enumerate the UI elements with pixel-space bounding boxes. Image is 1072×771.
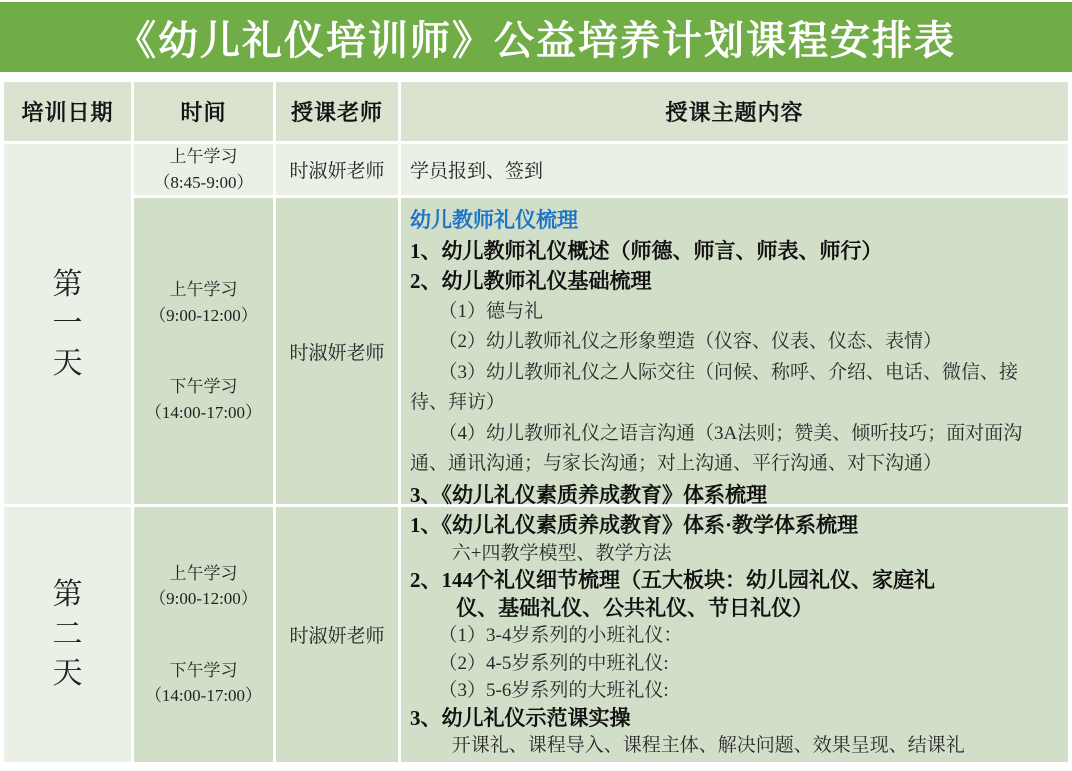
content-line: 开课礼、课程导入、课程主体、解决问题、效果呈现、结课礼 [451,735,965,756]
content-line: 2、幼儿教师礼仪基础梳理 [410,269,652,293]
time-range: （14:00-17:00） [144,686,263,705]
schedule-table [0,82,1072,762]
content-line: （2）4-5岁系列的中班礼仪: [438,652,669,674]
day1-session1-teacher-cell: 时淑妍老师 [276,144,398,195]
day2-content-cell [401,507,1068,762]
day2-label: 第二天 [52,578,83,691]
content-line: 仪、基础礼仪、公共礼仪、节日礼仪） [456,595,814,620]
content-line: 3、幼儿礼仪示范课实操 [410,705,631,730]
day1-session2-time-cell [134,198,273,504]
content-line: 幼儿教师礼仪梳理 [410,208,578,232]
content-line: （1）3-4岁系列的小班礼仪： [438,625,683,646]
time-range: （9:00-12:00） [149,589,258,608]
content-line: 3、《幼儿礼仪素质养成教育》体系梳理 [410,482,767,507]
day1-session1-time-cell [134,144,273,195]
day2-date-cell [4,507,131,762]
header-cell-training-date: 培训日期 [4,82,131,141]
content-line: （1）德与礼 [438,300,544,322]
content-line: 1、《幼儿礼仪素质养成教育》体系·教学体系梳理 [410,513,859,537]
day1-session1-content-cell: 学员报到、签到 [401,144,1068,195]
time-label: 上午学习 [169,280,238,299]
header-cell-teacher: 授课老师 [276,82,398,141]
content-line: （3）幼儿教师礼仪之人际交往（问候、称呼、介绍、电话、微信、接待、拜访） [410,361,1019,413]
content-line: （3）5-6岁系列的大班礼仪: [438,680,669,701]
day2-time-cell [134,507,273,762]
header-cell-time: 时间 [134,82,273,141]
day1-date-cell [4,144,131,504]
time-label: 上午学习 [169,147,238,166]
day2-teacher-cell: 时淑妍老师 [276,507,398,762]
day1-session2-content-cell [401,198,1068,507]
page-title: 《幼儿礼仪培训师》公益培养计划课程安排表 [0,2,1072,72]
content-line: 2、144个礼仪细节梳理（五大板块：幼儿园礼仪、家庭礼 [410,568,935,592]
content-line: 六+四教学模型、教学方法 [451,542,672,564]
time-label: 下午学习 [169,377,238,396]
day1-session2-teacher-cell: 时淑妍老师 [276,198,398,504]
content-line: （4）幼儿教师礼仪之语言沟通（3A法则；赞美、倾听技巧；面对面沟通、通讯沟通；与家长沟通；对上沟通、平行沟通、对下沟通） [410,422,1023,474]
time-label: 下午学习 [169,660,238,680]
day1-label: 第一天 [52,267,83,380]
time-range: （9:00-12:00） [149,305,258,325]
time-range: （14:00-17:00） [144,402,263,422]
time-range: （8:45-9:00） [153,172,254,192]
content-line: （2）幼儿教师礼仪之形象塑造（仪容、仪表、仪态、表情） [438,331,943,352]
content-line: 1、幼儿教师礼仪概述（师德、师言、师表、师行） [410,238,883,263]
time-label: 上午学习 [169,563,238,583]
header-cell-topic: 授课主题内容 [401,82,1068,141]
